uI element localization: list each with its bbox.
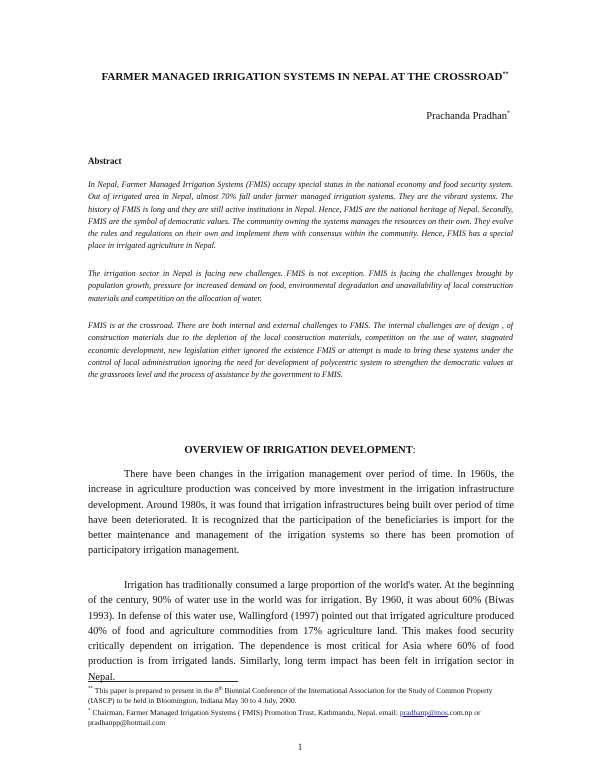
- footnote-author: [88, 708, 518, 729]
- page-number: 1: [297, 742, 303, 752]
- abstract-paragraph: The irrigation sector in Nepal is facing new challenges. FMIS is not exception. FMIS is facing the challenges brought by population growth, pressure for increased demand on food, environmental degradation and unavailability of local construction materials and competition on the allocation of water.: [88, 269, 513, 303]
- body-paragraph: There have been changes in the irrigation management over period of time. In 1960s, the increase in agriculture production was conceived by more investment in the irrigation infrastructure development. Around 1980s, it was found that irrigation infrastructures being built over period of time have been deteriorated. It is recognized that the participation of the beneficiaries is import for the better maintenance and management of the irrigation systems so there has been promotion of participatory irrigation management.: [88, 469, 514, 557]
- email-link[interactable]: pradhanp@mos: [399, 708, 448, 717]
- footnote-text: Biennial Conference of the International Association for the Study of Common Property (IASCP) to be held in Bloomington, Indiana May 30 to 4 July, 2000.: [88, 686, 493, 706]
- footnote-text: Chairman, Farmer Managed Irrigation Systems ( FMIS) Promotion Trust, Kathmandu, Nepal. email:: [90, 708, 400, 717]
- section-heading-text: OVERVIEW OF IRRIGATION DEVELOPMENT: [184, 445, 413, 456]
- title-footnote-mark: **: [502, 71, 509, 78]
- abstract-paragraph: In Nepal, Farmer Managed Irrigation Systems (FMIS) occupy special status in the national economy and food security system. Out of irrigated area in Nepal, almost 70% fall under farmer managed irrigation systems. They are the vibrant systems. The history of FMIS is long and they are still active institutions in Nepal. Hence, FMIS are the national heritage of Nepal. Secondly, FMIS are the symbol of democratic values. The community owning the systems manages the resources on their own. They evolve the rules and regulations on their own and implement them with consensus within the community. Hence, FMIS has a special place in irrigated agriculture in Nepal.: [88, 180, 513, 251]
- section-heading-colon: :: [412, 445, 416, 456]
- author-line: [426, 111, 510, 122]
- body-paragraph: Irrigation has traditionally consumed a large proportion of the world's water. At the beginning of the century, 90% of water use in the world was for irrigation. By 1960, it was about 60% (Biwas 1993). In defense of this water use, Wallingford (1997) pointed out that irrigated agriculture produced 40% of food and agriculture commodities from 17% agriculture land. This makes food security critically dependent on irrigation. The dependence is most critical for Asia where 60% of food production is from irrigated lands. Similarly, long term impact has been felt in irrigation sector in Nepal.: [88, 580, 514, 683]
- ordinal-suffix: th: [218, 686, 223, 692]
- section-heading: [0, 445, 600, 456]
- paper-title: [95, 70, 515, 84]
- footnote-text: This paper is prepared to present in the 8: [93, 686, 219, 695]
- author-footnote-mark: *: [507, 110, 510, 117]
- abstract-heading: Abstract: [88, 156, 122, 166]
- footnote-mark: **: [88, 686, 93, 692]
- abstract-paragraph: FMIS is at the crossroad. There are both internal and external challenges to FMIS. The internal challenges are of design , of construction materials due to the depletion of the local construction materials, competition on the use of water, stagnated economic development, new legislation either ignored the existence FMIS or attempt is made to bring these systems under the control of local administration ignoring the need for development of polycentric system to strengthen the democratic values at the grassroots level and the process of assistance by the government to FMIS.: [88, 321, 513, 380]
- footnote-mark: *: [88, 708, 91, 714]
- footnote-text: .com.np or pradhanpp@hotmail.com: [88, 708, 481, 728]
- footnote-conference: [88, 686, 518, 707]
- footnote-divider: [88, 681, 238, 682]
- author-name: Prachanda Pradhan: [426, 111, 507, 122]
- title-text: FARMER MANAGED IRRIGATION SYSTEMS IN NEPAL AT THE CROSSROAD: [101, 71, 503, 83]
